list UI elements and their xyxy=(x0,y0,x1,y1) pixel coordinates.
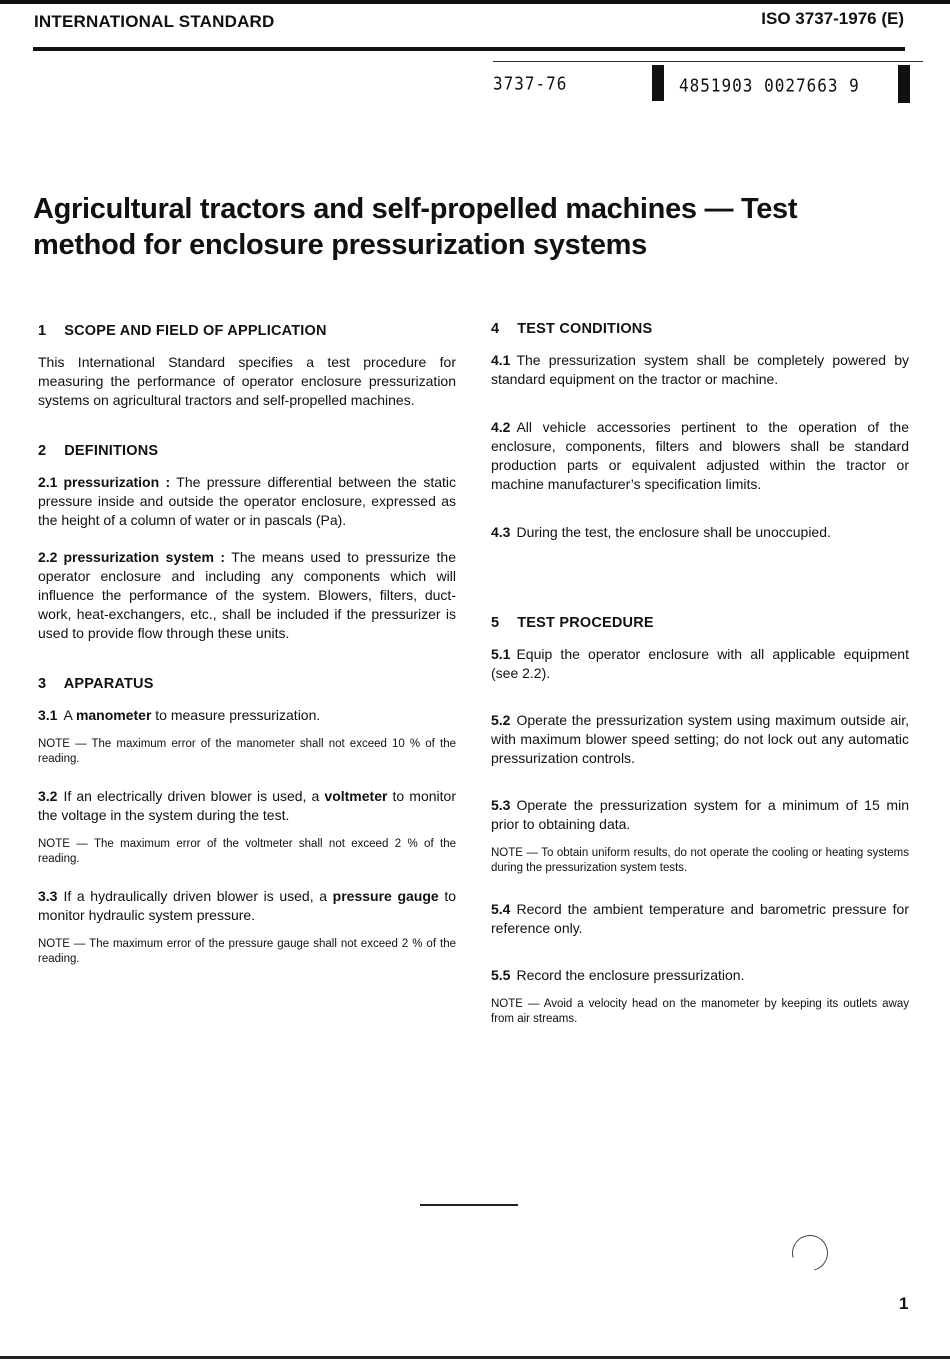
code-marker-bar xyxy=(898,65,910,103)
clause-5-3 xyxy=(491,796,909,834)
clause-4-1 xyxy=(491,351,909,389)
clause-text: Record the ambient temperature and barometric pressure for reference only. xyxy=(491,901,909,936)
clause-3-3 xyxy=(38,887,456,925)
clause-text: If a hydraulically driven blower is used, a xyxy=(63,888,333,904)
clause-4-2 xyxy=(491,418,909,494)
clause-2-1 xyxy=(38,473,456,530)
code-box-rule xyxy=(493,61,923,62)
clause-number: 3.3 xyxy=(38,888,58,904)
clause-text: Record the enclosure pressurization. xyxy=(516,967,745,983)
clause-number: 3.1 xyxy=(38,707,58,723)
clause-number: 4.3 xyxy=(491,524,511,540)
clause-text: The means used to pressurize the operator enclosure and including any components which will influence the performance of the system. Blowers, filters, duct-work, heat-exchangers, etc., shall be included if the pressurizer is used to provide flow through these units. xyxy=(38,549,456,641)
clause-number: 5.3 xyxy=(491,797,511,813)
defined-term: voltmeter xyxy=(324,788,388,804)
defined-term: pressurization : xyxy=(63,474,171,490)
header-rule xyxy=(33,47,905,51)
clause-2-2 xyxy=(38,548,456,643)
clause-text: The pressure differential between the static pressure inside and outside the operator enclosure, expressed as the height of a column of water or in pascals (Pa). xyxy=(38,474,456,528)
section-number: 4 xyxy=(491,321,500,337)
clause-text: If an electrically driven blower is used, a xyxy=(63,788,325,804)
note-5-5: NOTE — Avoid a velocity head on the manometer by keeping its outlets away from air streams. xyxy=(491,998,909,1025)
section-number: 2 xyxy=(38,443,47,459)
clause-number: 5.1 xyxy=(491,646,511,662)
clause-5-1 xyxy=(491,645,909,683)
section-number: 5 xyxy=(491,615,500,631)
section-heading-3 xyxy=(38,675,456,694)
standard-number: ISO 3737-1976 (E) xyxy=(761,9,904,28)
right-column xyxy=(491,320,909,1027)
section-title: DEFINITIONS xyxy=(64,443,159,459)
document-title: Agricultural tractors and self-propelled machines — Test method for enclosure pressurization systems xyxy=(33,193,798,262)
clause-text: to monitor hydraulic system pressure. xyxy=(38,888,456,923)
clause-text: During the test, the enclosure shall be unoccupied. xyxy=(516,524,831,540)
section-title: TEST PROCEDURE xyxy=(517,615,654,631)
note-3-1: NOTE — The maximum error of the manometer shall not exceed 10 % of the reading. xyxy=(38,738,456,765)
clause-5-5 xyxy=(491,966,909,985)
clause-4-3 xyxy=(491,523,909,542)
clause-5-4 xyxy=(491,900,909,938)
clause-number: 5.2 xyxy=(491,712,511,728)
section-title: APPARATUS xyxy=(63,676,154,692)
clause-number: 2.1 xyxy=(38,474,58,490)
clause-text: Operate the pressurization system using maximum outside air, with maximum blower speed setting; do not lock out any automatic pressurization controls. xyxy=(491,712,909,766)
section-title: SCOPE AND FIELD OF APPLICATION xyxy=(64,323,327,339)
clause-text: to measure pressurization. xyxy=(151,707,321,723)
clause-number: 2.2 xyxy=(38,549,58,565)
section-heading-1 xyxy=(38,322,456,341)
document-serial: 4851903 0027663 9 xyxy=(679,75,860,96)
clause-3-2 xyxy=(38,787,456,825)
clause-text: Operate the pressurization system for a minimum of 15 min prior to obtaining data. xyxy=(491,797,909,832)
scope-text: This International Standard specifies a test procedure for measuring the performance of operator enclosure pressurization systems on agricultural tractors and self-propelled machines. xyxy=(38,354,456,408)
clause-text: All vehicle accessories pertinent to the operation of the enclosure, components, filters and blowers shall be standard production parts or equivalent adjusted within the tractor or machine manufacturer’s specification limits. xyxy=(491,419,909,492)
note-5-3: NOTE — To obtain uniform results, do not operate the cooling or heating systems during the pressurization system tests. xyxy=(491,847,909,874)
clause-number: 5.4 xyxy=(491,901,511,917)
footer-rule xyxy=(420,1204,518,1206)
note-3-3: NOTE — The maximum error of the pressure gauge shall not exceed 2 % of the reading. xyxy=(38,938,456,965)
clause-number: 5.5 xyxy=(491,967,511,983)
defined-term: pressure gauge xyxy=(332,888,439,904)
clause-text: A xyxy=(63,707,76,723)
note-3-2: NOTE — The maximum error of the voltmeter shall not exceed 2 % of the reading. xyxy=(38,838,456,865)
header-label: INTERNATIONAL STANDARD xyxy=(34,12,275,31)
defined-term: manometer xyxy=(75,707,152,723)
clause-3-1 xyxy=(38,706,456,725)
catalog-code: 3737-76 xyxy=(493,73,568,94)
code-marker-bar xyxy=(652,65,664,101)
clause-text: The pressurization system shall be completely powered by standard equipment on the tractor or machine. xyxy=(491,352,909,387)
section-heading-2 xyxy=(38,442,456,461)
clause-number: 4.2 xyxy=(491,419,511,435)
section-heading-5 xyxy=(491,614,909,633)
left-column xyxy=(38,322,456,967)
page-number: 1 xyxy=(899,1294,909,1313)
section-title: TEST CONDITIONS xyxy=(517,321,653,337)
section-number: 1 xyxy=(38,323,47,339)
clause-text: Equip the operator enclosure with all applicable equipment (see 2.2). xyxy=(491,646,909,681)
defined-term: pressurization system : xyxy=(63,549,226,565)
circle-mark-icon xyxy=(785,1228,834,1277)
section-heading-4 xyxy=(491,320,909,339)
top-border xyxy=(0,0,950,4)
clause-number: 4.1 xyxy=(491,352,511,368)
clause-number: 3.2 xyxy=(38,788,58,804)
clause-5-2 xyxy=(491,711,909,768)
clause-text: to monitor the voltage in the system during the test. xyxy=(38,788,456,823)
section-number: 3 xyxy=(38,676,47,692)
